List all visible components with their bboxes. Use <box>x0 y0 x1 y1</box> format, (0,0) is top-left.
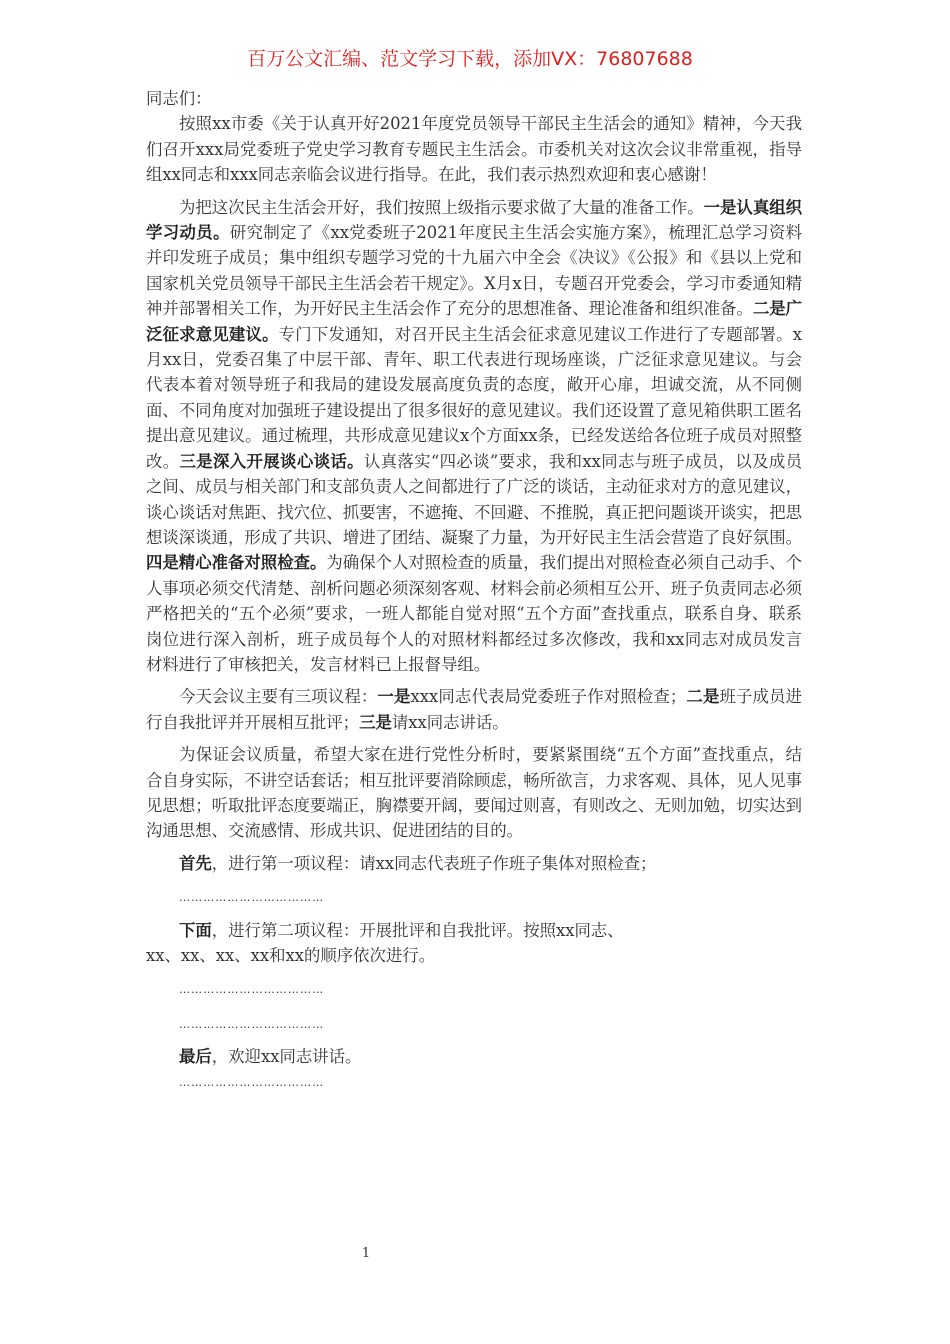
agenda-intro: 今天会议主要有三项议程： <box>179 687 378 707</box>
agenda-item-3-label: 三是 <box>359 712 392 732</box>
prep-point-2-heading: 二是广泛征求意见建议。 <box>146 299 803 344</box>
ellipsis-line: ……………………………… <box>179 1017 325 1031</box>
paragraph-opening: 按照xx市委《关于认真开好2021年度党员领导干部民主生活会的通知》精神，今天我们召开xxx局党委班子党史学习教育专题民主生活会。市委机关对这次会议非常重视，指导组xx同志和xxx同志亲临会议进行指导。在此，我们表示热烈欢迎和衷心感谢！ <box>146 114 802 185</box>
paragraph-preparation <box>146 195 802 678</box>
agenda-item-1-label: 一是 <box>377 687 411 707</box>
agenda-step-second-label: 下面 <box>179 920 212 940</box>
prep-point-2-text: 专门下发通知，对召开民主生活会征求意见建议工作进行了专题部署。x月xx日，党委召集了中层干部、青年、职工代表进行现场座谈，广泛征求意见建议。与会代表本着对领导班子和我局的建设发展高度负责的态度，敞开心扉，坦诚交流，从不同侧面、不同角度对加强班子建设提出了很多很好的意见建议。我们还设置了意见箱供职工匿名提出意见建议。通过梳理，共形成意见建议x个方面xx条，已经发送给各位班子成员对照整改。 <box>146 324 802 471</box>
agenda-step-last-label: 最后 <box>179 1047 212 1067</box>
page-number: 1 <box>361 1246 371 1261</box>
prep-point-3-heading: 三是深入开展谈心谈话。 <box>179 451 364 471</box>
agenda-item-2-label: 二是 <box>686 687 720 707</box>
paragraph-agenda-overview <box>146 684 802 735</box>
document-body <box>146 86 802 1095</box>
prep-intro: 为把这次民主生活会开好，我们按照上级指示要求做了大量的准备工作。 <box>179 197 704 217</box>
paragraph-requirements: 为保证会议质量，希望大家在进行党性分析时，要紧紧围绕“五个方面”查找重点，结合自身实际，不讲空话套话；相互批评要消除顾虑，畅所欲言，力求客观、具体，见人见事见思想；听取批评态度要端正，胸襟要开阔，要闻过则喜，有则改之、无则加勉，切实达到沟通思想、交流感情、形成共识、促进团结的目的。 <box>146 745 802 841</box>
prep-point-1-heading: 一是认真组织学习动员。 <box>146 197 803 243</box>
agenda-step-first-text: ，进行第一项议程：请xx同志代表班子作班子集体对照检查； <box>211 853 657 873</box>
agenda-step-second-continued: xx、xx、xx、xx和xx的顺序依次进行。 <box>146 945 436 965</box>
salutation: 同志们： <box>146 89 212 108</box>
prep-point-3-text: 认真落实“四必谈”要求，我和xx同志与班子成员，以及成员之间、成员与相关部门和支部负责人之间都进行了广泛的谈话，主动征求对方的意见建议，谈心谈话对焦距、找穴位、抓要害，不遮掩、不回避、不推脱，真正把问题谈开谈实，把思想谈深谈通，形成了共识、增进了团结、凝聚了力量，为开好民主生活会营造了良好氛围。 <box>146 451 803 547</box>
agenda-step-last <box>146 1044 802 1069</box>
agenda-item-1-text: xxx同志代表局党委班子作对照检查； <box>410 687 687 707</box>
agenda-item-2-text: 班子成员进行自我批评并开展相互批评； <box>146 687 803 732</box>
ellipsis-line: ……………………………… <box>179 983 325 997</box>
agenda-step-last-text: ，欢迎xx同志讲话。 <box>211 1047 362 1067</box>
ellipsis-line: ……………………………… <box>179 1075 325 1089</box>
ellipsis-line: ……………………………… <box>179 891 325 905</box>
agenda-item-3-text: 请xx同志讲话。 <box>391 712 509 732</box>
agenda-step-second-text: ，进行第二项议程：开展批评和自我批评。按照xx同志、 <box>211 920 624 940</box>
prep-point-1-text: 研究制定了《xx党委班子2021年度民主生活会实施方案》，梳理汇总学习资料并印发班子成员；集中组织专题学习党的十九届六中全会《决议》《公报》和《县以上党和国家机关党员领导干部民主生活会若干规定》。X月x日，专题召开党委会，学习市委通知精神并部署相关工作，为开好民主生活会作了充分的思想准备、理论准备和组织准备。 <box>146 223 803 319</box>
watermark-banner: 百万公文汇编、范文学习下载，添加VX：76807688 <box>247 48 693 70</box>
prep-point-4-text: 为确保个人对照检查的质量，我们提出对照检查必须自己动手、个人事项必须交代清楚、剖析问题必须深刻客观、材料会前必须相互公开、班子负责同志必须严格把关的“五个必须”要求，一班人都能自觉对照“五个方面”查找重点，联系自身、联系岗位进行深入剖析，班子成员每个人的对照材料都经过多次修改，我和xx同志对成员发言材料进行了审核把关，发言材料已上报督导组。 <box>146 553 803 674</box>
agenda-step-first-label: 首先 <box>179 853 212 873</box>
agenda-step-second <box>146 918 802 943</box>
agenda-step-first <box>146 851 802 876</box>
prep-point-4-heading: 四是精心准备对照检查。 <box>146 553 327 573</box>
